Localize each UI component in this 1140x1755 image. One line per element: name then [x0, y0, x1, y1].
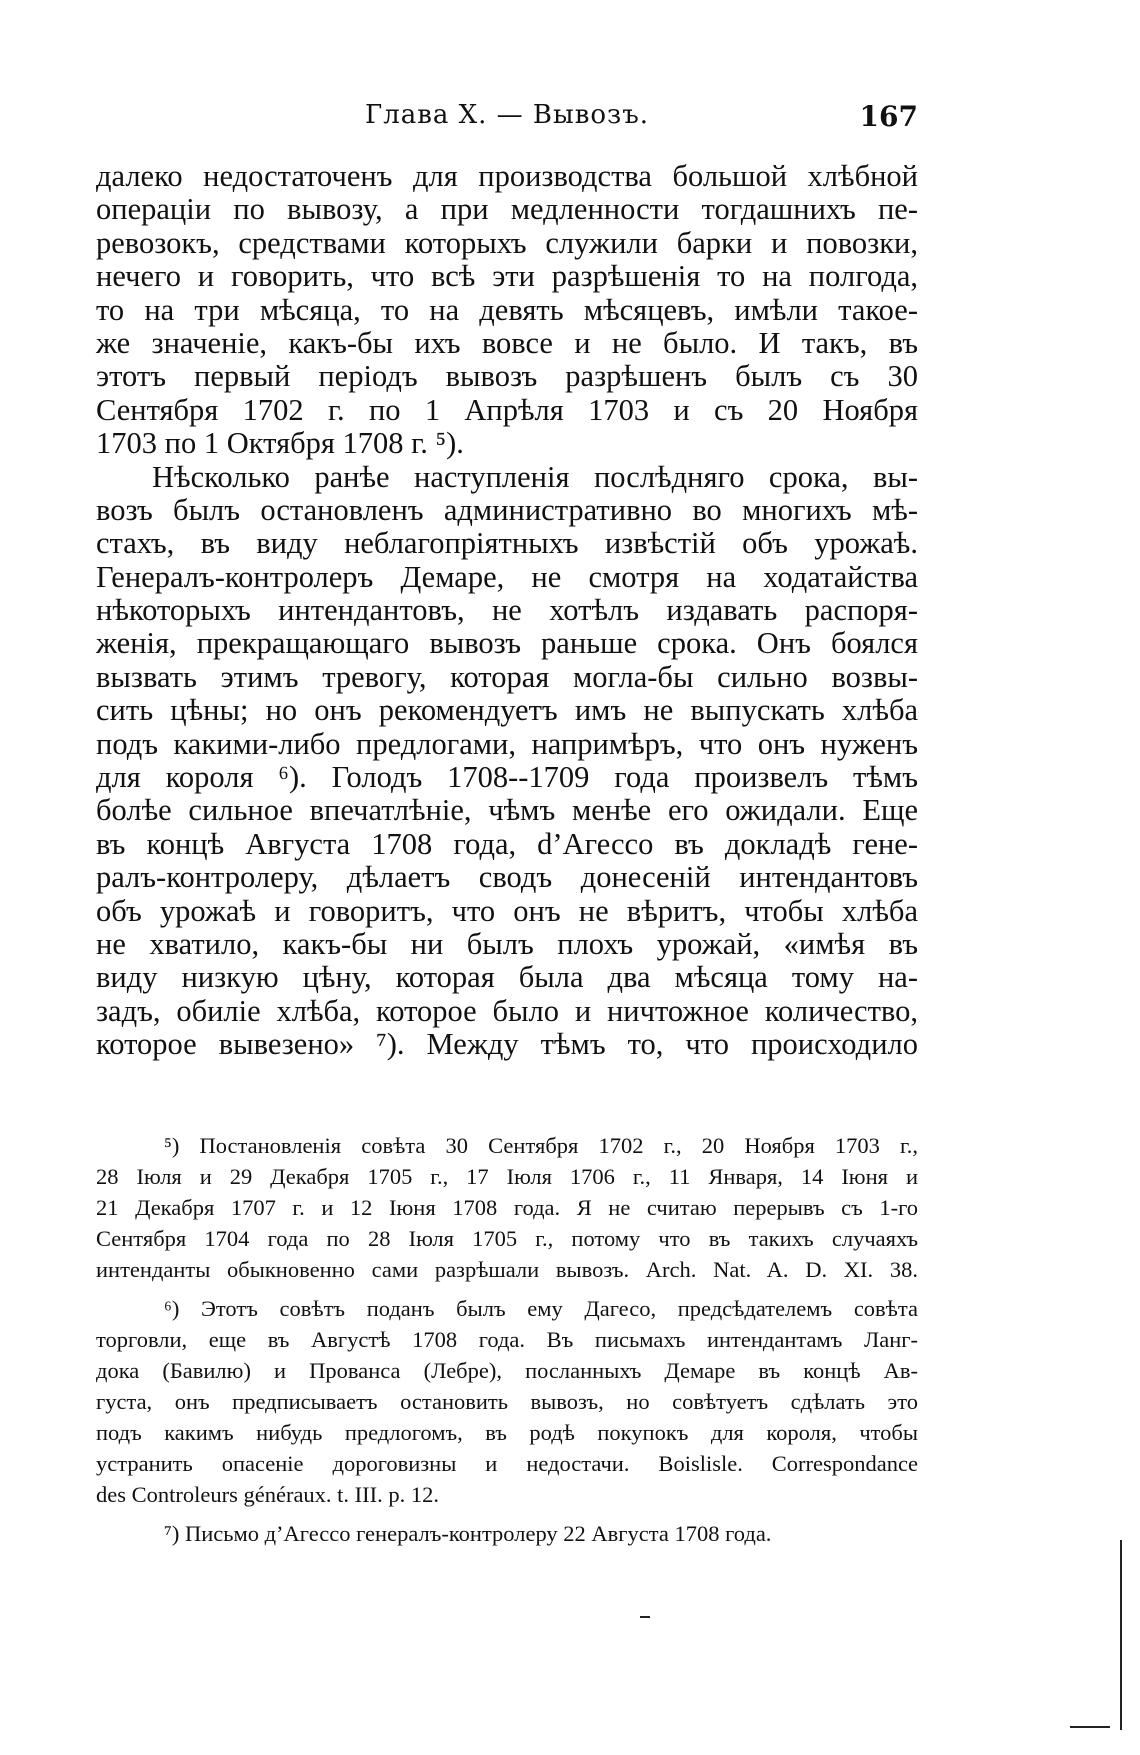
footnote-line: 28 Іюля и 29 Декабря 1705 г., 17 Іюля 1706 г., 11 Января, 14 Іюня и — [96, 1164, 918, 1189]
footnote-5 — [96, 1130, 918, 1285]
text-line: же значеніе, какъ-бы ихъ вовсе и не было. И такъ, въ — [96, 325, 918, 360]
text-line: стахъ, въ виду неблагопріятныхъ извѣстій объ урожаѣ. — [96, 526, 918, 561]
footnote-line: дока (Бавилю) и Прованса (Лебре), посланныхъ Демаре въ концѣ Ав- — [96, 1358, 918, 1383]
text-line: объ урожаѣ и говоритъ, что онъ не вѣритъ, чтобы хлѣба — [96, 893, 918, 928]
text-line: для короля ⁶). Голодъ 1708--1709 года произвелъ тѣмъ — [96, 760, 918, 795]
text-line: этотъ первый періодъ вывозъ разрѣшенъ былъ съ 30 — [96, 359, 918, 394]
text-line: женія, прекращающаго вывозъ раньше срока. Онъ боялся — [96, 626, 918, 661]
page-header — [96, 100, 918, 140]
running-head: Глава X. — Вывозъ. — [364, 100, 650, 130]
text-line: вызвать этимъ тревогу, которая могла-бы сильно возвы- — [96, 659, 918, 694]
footnote-line: Сентября 1704 года по 28 Іюля 1705 г., потому что въ такихъ случаяхъ — [96, 1226, 918, 1251]
text-line: Генералъ-контролеръ Демаре, не смотря на ходатайства — [96, 559, 918, 594]
text-line: сить цѣны; но онъ рекомендуетъ имъ не выпускать хлѣба — [96, 693, 918, 728]
footnote-line: 21 Декабря 1707 г. и 12 Іюня 1708 года. Я не считаю перерывъ съ 1-го — [96, 1195, 918, 1220]
scan-corner-mark — [1070, 1726, 1110, 1728]
text-line: нѣкоторыхъ интендантовъ, не хотѣлъ издавать распоря- — [96, 593, 918, 628]
text-line: Нѣсколько ранѣе наступленія послѣдняго срока, вы- — [152, 459, 918, 494]
footnote-spacer — [96, 1510, 918, 1518]
footnote-line: ⁷) Письмо д’Агессо генералъ-контролеру 22 Августа 1708 года. — [164, 1521, 772, 1546]
footnote-line: подъ какимъ нибудь предлогомъ, въ родѣ покупокъ для короля, чтобы — [96, 1420, 918, 1445]
text-line: далеко недостаточенъ для производства большой хлѣбной — [96, 159, 918, 193]
footnote-line: ⁶) Этотъ совѣтъ поданъ былъ ему Дагесо, предсѣдателемъ совѣта — [164, 1296, 918, 1321]
text-line: операціи по вывозу, а при медленности тогдашнихъ пе- — [96, 192, 918, 227]
footnote-line: интенданты обыкновенно сами разрѣшали вывозъ. Arch. Nat. A. D. XI. 38. — [96, 1257, 918, 1282]
page-number: 167 — [859, 100, 918, 133]
text-line: Сентября 1702 г. по 1 Апрѣля 1703 и съ 20 Ноября — [96, 392, 918, 427]
text-line: подъ какими-либо предлогами, напримѣръ, что онъ нуженъ — [96, 726, 918, 761]
footnote-7 — [96, 1518, 918, 1549]
text-line: ревозокъ, средствами которыхъ служили барки и повозки, — [96, 225, 918, 260]
scan-edge-mark — [1120, 1540, 1122, 1730]
footnote-line: густа, онъ предписываетъ остановить вывозъ, но совѣтуетъ сдѣлать это — [96, 1389, 918, 1414]
text-line: которое вывезено» ⁷). Между тѣмъ то, что происходило — [96, 1027, 918, 1062]
footnote-6 — [96, 1293, 918, 1510]
footnote-spacer — [96, 1285, 918, 1293]
text-line: 1703 по 1 Октября 1708 г. ⁵). — [96, 426, 464, 461]
footnote-line: торговли, еще въ Августѣ 1708 года. Въ письмахъ интендантамъ Ланг- — [96, 1327, 918, 1352]
text-line: нечего и говорить, что всѣ эти разрѣшенія то на полгода, — [96, 259, 918, 294]
text-line: виду низкую цѣну, которая была два мѣсяца тому на- — [96, 960, 918, 995]
footnote-line: устранить опасеніе дороговизны и недостачи. Boislisle. Correspondance — [96, 1451, 918, 1476]
scan-artifact-dash — [640, 1616, 650, 1618]
text-line: возъ былъ остановленъ административно во многихъ мѣ- — [96, 492, 918, 527]
text-line: ралъ-контролеру, дѣлаетъ сводъ донесеній интендантовъ — [96, 860, 918, 895]
text-line: задъ, обиліе хлѣба, которое было и ничтожное количество, — [96, 993, 918, 1028]
text-line: въ концѣ Августа 1708 года, d’Агессо въ докладѣ генe- — [96, 826, 918, 861]
main-text — [96, 160, 918, 1062]
text-line: то на три мѣсяца, то на девять мѣсяцевъ, имѣли такое- — [96, 292, 918, 327]
footnotes — [96, 1130, 918, 1549]
text-line: не хватило, какъ-бы ни былъ плохъ урожай, «имѣя въ — [96, 926, 918, 961]
text-line: болѣе сильное впечатлѣніе, чѣмъ менѣе его ожидали. Еще — [96, 793, 918, 828]
footnote-line: des Controleurs généraux. t. III. p. 12. — [96, 1482, 440, 1507]
footnote-line: ⁵) Постановленія совѣта 30 Сентября 1702 г., 20 Ноября 1703 г., — [164, 1133, 918, 1158]
